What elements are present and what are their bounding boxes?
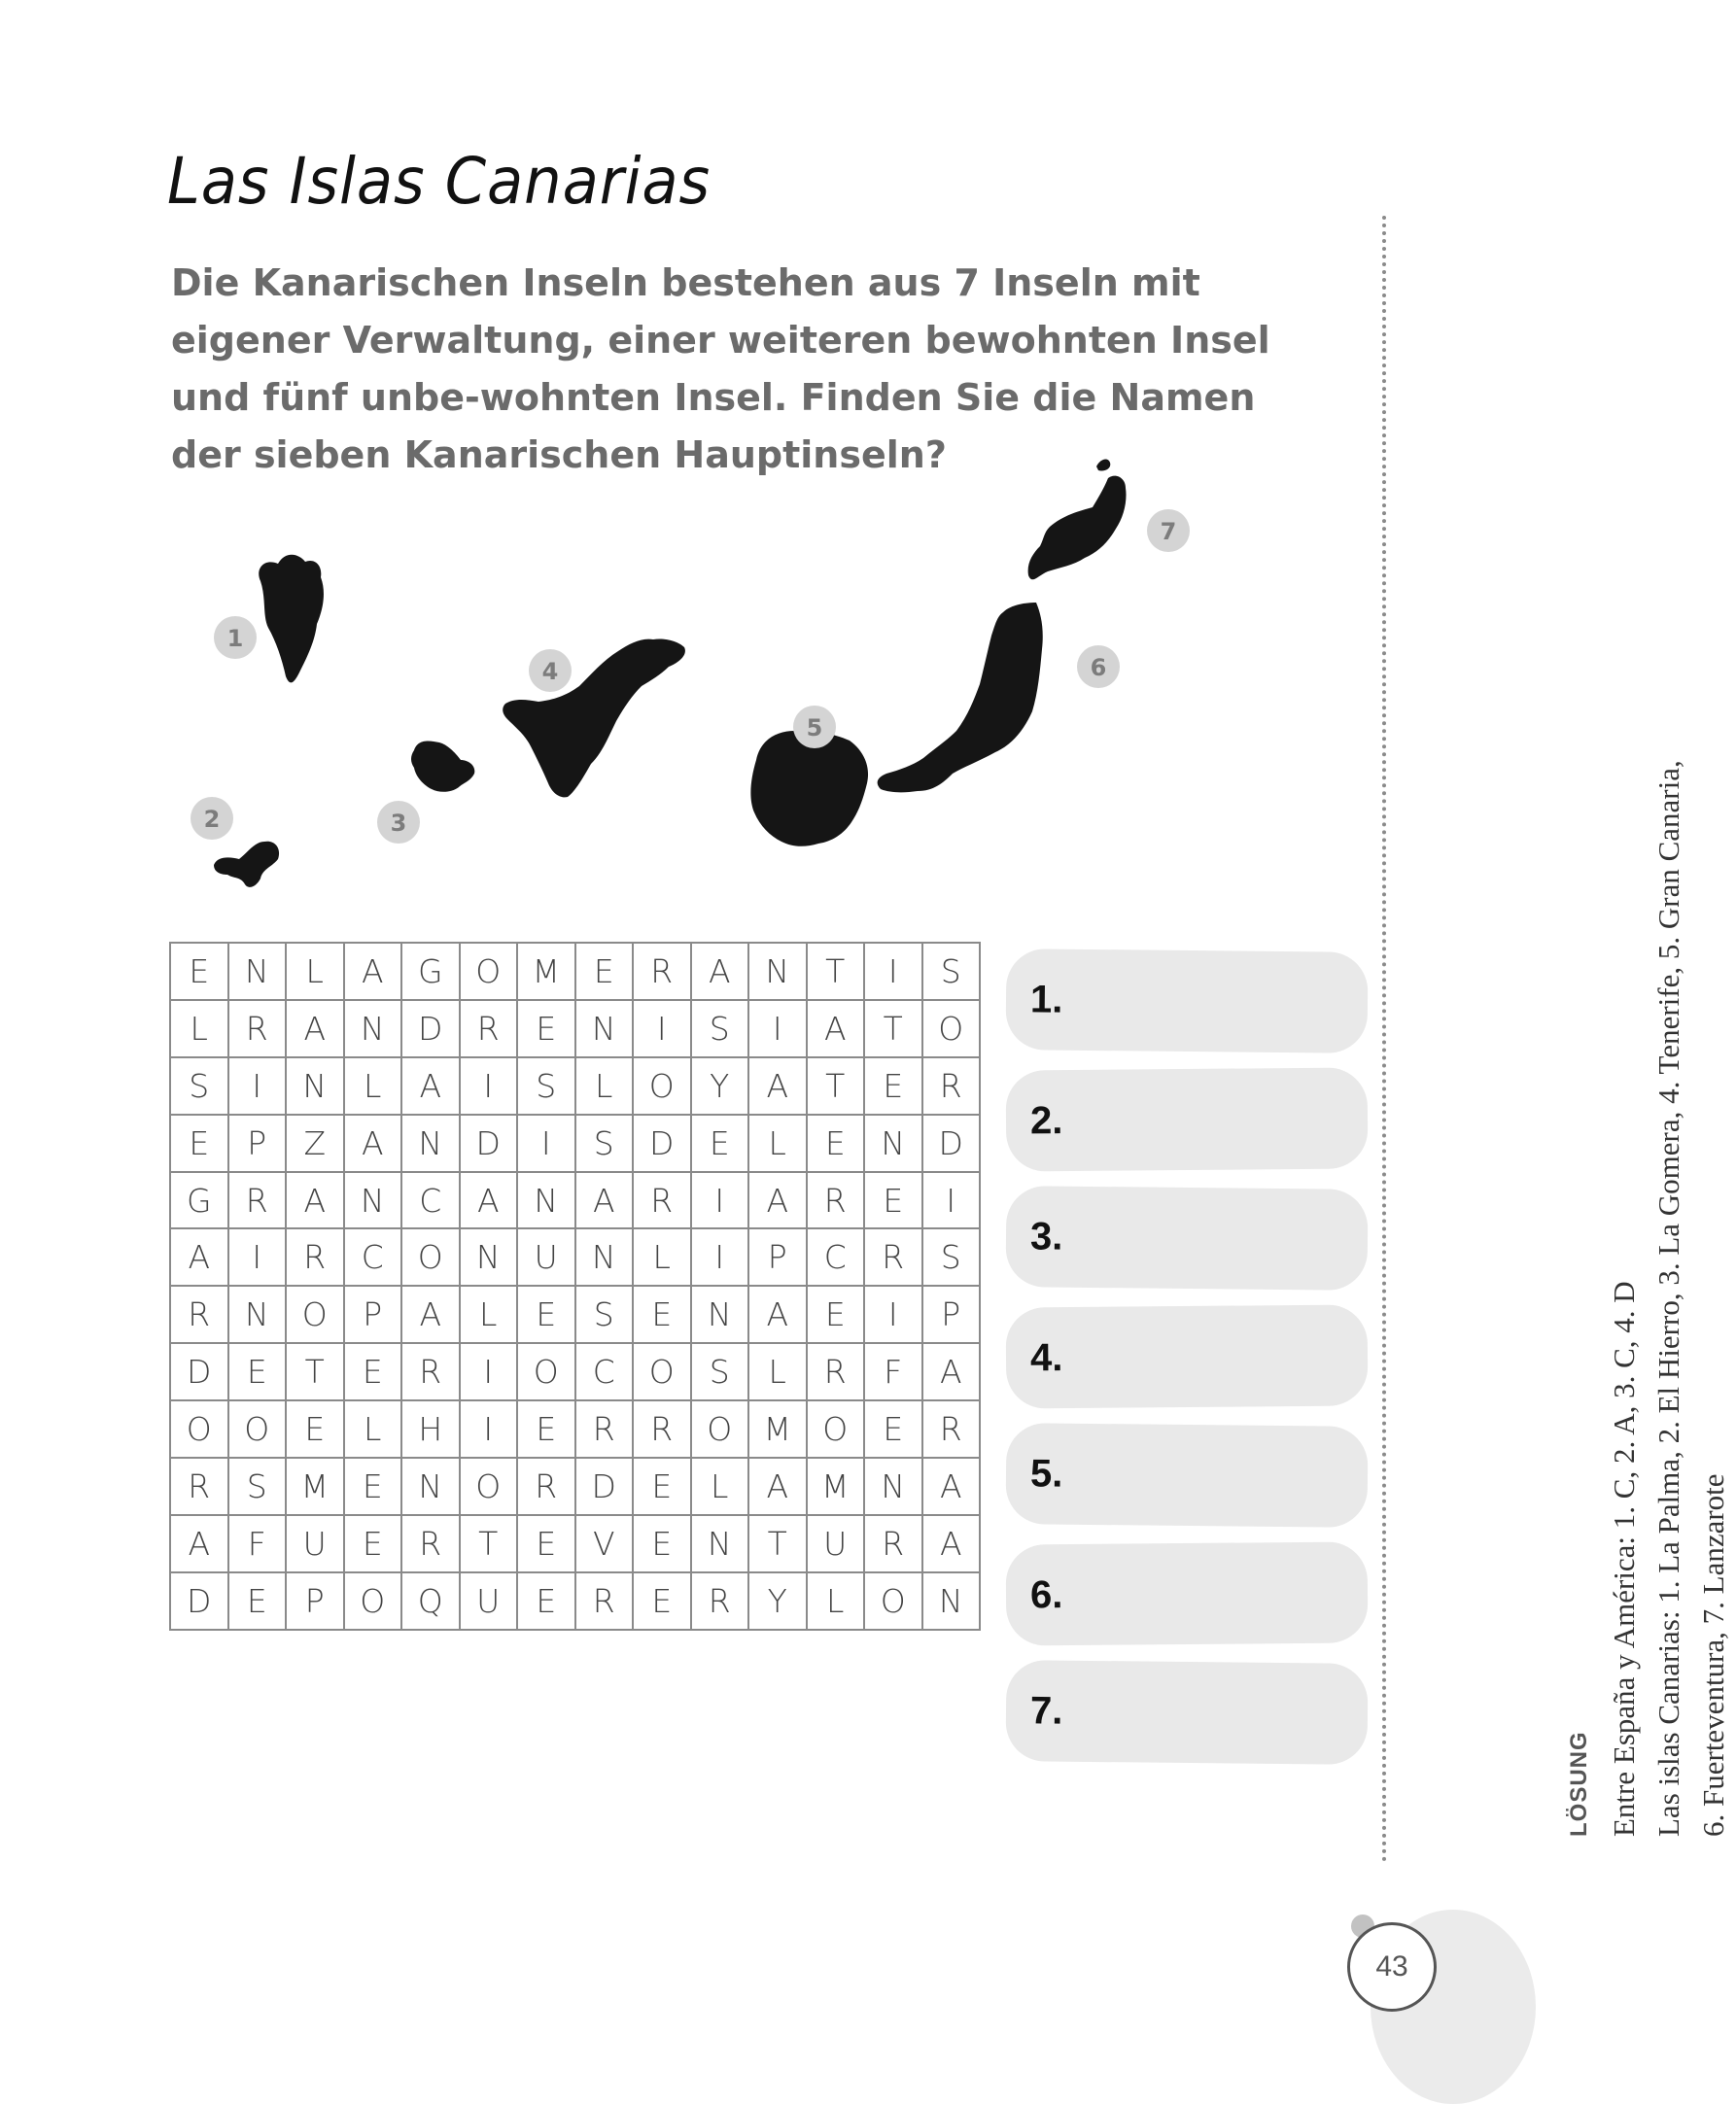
grid-cell[interactable]: R	[518, 1459, 576, 1516]
grid-cell[interactable]: Y	[749, 1573, 808, 1631]
grid-cell[interactable]: R	[808, 1173, 866, 1230]
grid-cell[interactable]: Y	[692, 1058, 750, 1116]
answer-number: 6.	[1029, 1572, 1063, 1616]
answer-field-1[interactable]	[1005, 949, 1368, 1053]
grid-cell[interactable]: R	[634, 944, 692, 1001]
grid-cell[interactable]: T	[808, 1058, 866, 1116]
grid-cell[interactable]: R	[171, 1459, 229, 1516]
grid-cell[interactable]: E	[808, 1116, 866, 1173]
grid-cell[interactable]: O	[461, 944, 519, 1001]
grid-cell[interactable]: O	[229, 1401, 288, 1459]
grid-cell[interactable]: E	[518, 1287, 576, 1344]
grid-cell[interactable]: D	[576, 1459, 635, 1516]
island-gran-canaria	[750, 731, 868, 846]
grid-cell[interactable]: N	[345, 1173, 403, 1230]
grid-cell[interactable]: E	[634, 1516, 692, 1573]
answer-field-3[interactable]	[1005, 1186, 1368, 1291]
grid-cell[interactable]: E	[287, 1401, 345, 1459]
grid-cell[interactable]: T	[749, 1516, 808, 1573]
grid-cell[interactable]: V	[576, 1516, 635, 1573]
grid-cell[interactable]: A	[749, 1459, 808, 1516]
grid-cell[interactable]: U	[808, 1516, 866, 1573]
grid-cell[interactable]: F	[865, 1344, 923, 1401]
grid-cell[interactable]: N	[865, 1116, 923, 1173]
grid-cell[interactable]: M	[518, 944, 576, 1001]
grid-cell[interactable]: D	[171, 1344, 229, 1401]
svg-text:4: 4	[541, 658, 559, 685]
grid-cell[interactable]: H	[402, 1401, 461, 1459]
grid-cell[interactable]: N	[287, 1058, 345, 1116]
grid-cell[interactable]: E	[171, 944, 229, 1001]
grid-cell[interactable]: S	[171, 1058, 229, 1116]
grid-cell[interactable]: N	[865, 1459, 923, 1516]
solution-line-1: Entre España y América: 1. C, 2. A, 3. C, 4. D	[1607, 1281, 1641, 1837]
grid-cell[interactable]: E	[808, 1287, 866, 1344]
grid-cell[interactable]: R	[461, 1001, 519, 1058]
grid-cell[interactable]: N	[518, 1173, 576, 1230]
grid-cell[interactable]: P	[923, 1287, 982, 1344]
grid-cell[interactable]: T	[808, 944, 866, 1001]
page-title: Las Islas Canarias	[167, 144, 712, 219]
grid-cell[interactable]: U	[518, 1229, 576, 1287]
grid-cell[interactable]: N	[345, 1001, 403, 1058]
grid-cell[interactable]: E	[634, 1573, 692, 1631]
grid-cell[interactable]: N	[692, 1516, 750, 1573]
grid-cell[interactable]: R	[865, 1516, 923, 1573]
grid-cell[interactable]: L	[345, 1401, 403, 1459]
grid-cell[interactable]: A	[171, 1516, 229, 1573]
svg-text:3: 3	[390, 810, 407, 837]
grid-cell[interactable]: O	[345, 1573, 403, 1631]
grid-cell[interactable]: L	[634, 1229, 692, 1287]
grid-cell[interactable]: E	[865, 1173, 923, 1230]
grid-cell[interactable]: G	[171, 1173, 229, 1230]
grid-cell[interactable]: P	[229, 1116, 288, 1173]
grid-cell[interactable]: D	[923, 1116, 982, 1173]
grid-cell[interactable]: G	[402, 944, 461, 1001]
grid-cell[interactable]: L	[749, 1344, 808, 1401]
island-el-hierro	[214, 842, 279, 887]
grid-cell[interactable]: I	[229, 1229, 288, 1287]
grid-cell[interactable]: N	[576, 1001, 635, 1058]
grid-cell[interactable]: P	[345, 1287, 403, 1344]
solution-label: LÖSUNG	[1566, 1731, 1592, 1837]
island-lanzarote	[1028, 460, 1127, 580]
grid-cell[interactable]: I	[692, 1229, 750, 1287]
grid-cell[interactable]: N	[402, 1459, 461, 1516]
grid-cell[interactable]: E	[865, 1058, 923, 1116]
island-fuerteventura	[878, 603, 1043, 792]
page-number: 43	[1347, 1922, 1437, 2012]
marker-6	[1077, 645, 1120, 688]
grid-cell[interactable]: E	[518, 1401, 576, 1459]
grid-cell[interactable]: I	[634, 1001, 692, 1058]
grid-cell[interactable]: E	[229, 1344, 288, 1401]
island-la-gomera	[411, 741, 474, 791]
grid-cell[interactable]: R	[287, 1229, 345, 1287]
grid-cell[interactable]: A	[923, 1516, 982, 1573]
marker-3	[377, 801, 420, 844]
dotted-divider	[1382, 216, 1386, 1863]
answer-number: 4.	[1029, 1335, 1063, 1379]
grid-cell[interactable]: E	[634, 1459, 692, 1516]
grid-cell[interactable]: I	[923, 1173, 982, 1230]
grid-cell[interactable]: O	[865, 1573, 923, 1631]
grid-cell[interactable]: L	[345, 1058, 403, 1116]
grid-cell[interactable]: D	[634, 1116, 692, 1173]
grid-cell[interactable]: E	[171, 1116, 229, 1173]
answer-field-5[interactable]	[1005, 1423, 1368, 1528]
grid-cell[interactable]: A	[808, 1001, 866, 1058]
grid-cell[interactable]: N	[229, 1287, 288, 1344]
grid-cell[interactable]: C	[576, 1344, 635, 1401]
grid-cell[interactable]: S	[518, 1058, 576, 1116]
grid-cell[interactable]: M	[808, 1459, 866, 1516]
grid-cell[interactable]: A	[287, 1001, 345, 1058]
grid-cell[interactable]: S	[692, 1001, 750, 1058]
grid-cell[interactable]: A	[692, 944, 750, 1001]
grid-cell[interactable]: O	[171, 1401, 229, 1459]
grid-cell[interactable]: U	[287, 1516, 345, 1573]
grid-cell[interactable]: A	[345, 944, 403, 1001]
grid-cell[interactable]: S	[576, 1287, 635, 1344]
solution-box	[1565, 165, 1736, 1837]
grid-cell[interactable]: P	[287, 1573, 345, 1631]
grid-cell[interactable]: I	[518, 1116, 576, 1173]
grid-cell[interactable]: C	[345, 1229, 403, 1287]
grid-cell[interactable]: A	[171, 1229, 229, 1287]
grid-cell[interactable]: R	[229, 1001, 288, 1058]
grid-cell[interactable]: O	[634, 1058, 692, 1116]
grid-cell[interactable]: R	[634, 1173, 692, 1230]
grid-cell[interactable]: L	[808, 1573, 866, 1631]
answer-number: 7.	[1029, 1688, 1063, 1733]
grid-cell[interactable]: E	[345, 1459, 403, 1516]
grid-cell[interactable]: S	[692, 1344, 750, 1401]
grid-cell[interactable]: R	[229, 1173, 288, 1230]
grid-cell[interactable]: S	[229, 1459, 288, 1516]
grid-cell[interactable]: O	[808, 1401, 866, 1459]
grid-cell[interactable]: S	[576, 1116, 635, 1173]
grid-cell[interactable]: S	[923, 944, 982, 1001]
grid-cell[interactable]: Z	[287, 1116, 345, 1173]
grid-cell[interactable]: R	[171, 1287, 229, 1344]
answer-field-6[interactable]	[1006, 1541, 1369, 1645]
grid-cell[interactable]: A	[402, 1058, 461, 1116]
grid-cell[interactable]: E	[229, 1573, 288, 1631]
grid-cell[interactable]: E	[865, 1401, 923, 1459]
grid-cell[interactable]: L	[576, 1058, 635, 1116]
grid-cell[interactable]: M	[287, 1459, 345, 1516]
marker-1	[214, 616, 257, 659]
marker-4	[529, 649, 572, 692]
solution-line-3: 6. Fuerteventura, 7. Lanzarote	[1696, 1473, 1730, 1837]
grid-cell[interactable]: I	[749, 1001, 808, 1058]
grid-cell[interactable]: A	[287, 1173, 345, 1230]
grid-cell[interactable]: A	[576, 1173, 635, 1230]
grid-cell[interactable]: O	[461, 1459, 519, 1516]
word-search-grid	[169, 942, 981, 1631]
answer-number: 2.	[1029, 1098, 1063, 1142]
grid-cell[interactable]: A	[749, 1287, 808, 1344]
grid-cell[interactable]: R	[402, 1344, 461, 1401]
grid-cell[interactable]: R	[634, 1401, 692, 1459]
grid-cell[interactable]: E	[345, 1516, 403, 1573]
grid-cell[interactable]: D	[402, 1001, 461, 1058]
marker-5	[793, 706, 836, 748]
grid-cell[interactable]: R	[808, 1344, 866, 1401]
grid-cell[interactable]: C	[402, 1173, 461, 1230]
island-tenerife	[503, 638, 685, 797]
grid-cell[interactable]: I	[461, 1344, 519, 1401]
grid-cell[interactable]: L	[692, 1459, 750, 1516]
grid-cell[interactable]: R	[402, 1516, 461, 1573]
svg-text:5: 5	[806, 714, 823, 742]
grid-cell[interactable]: T	[865, 1001, 923, 1058]
answer-field-4[interactable]	[1006, 1304, 1369, 1408]
grid-cell[interactable]: E	[576, 944, 635, 1001]
grid-cell[interactable]: L	[287, 944, 345, 1001]
answer-number: 5.	[1029, 1451, 1063, 1496]
grid-cell[interactable]: I	[865, 944, 923, 1001]
grid-cell[interactable]: E	[518, 1573, 576, 1631]
grid-cell[interactable]: A	[923, 1459, 982, 1516]
grid-cell[interactable]: R	[923, 1058, 982, 1116]
grid-cell[interactable]: I	[461, 1058, 519, 1116]
grid-cell[interactable]: O	[923, 1001, 982, 1058]
grid-cell[interactable]: N	[923, 1573, 982, 1631]
grid-cell[interactable]: R	[576, 1401, 635, 1459]
svg-text:1: 1	[226, 625, 244, 652]
svg-text:7: 7	[1160, 518, 1177, 545]
svg-text:6: 6	[1090, 654, 1107, 681]
grid-cell[interactable]: E	[518, 1516, 576, 1573]
svg-text:2: 2	[203, 806, 221, 833]
grid-cell[interactable]: N	[576, 1229, 635, 1287]
grid-cell[interactable]: N	[461, 1229, 519, 1287]
grid-cell[interactable]: D	[171, 1573, 229, 1631]
island-la-palma	[259, 555, 324, 683]
grid-cell[interactable]: O	[518, 1344, 576, 1401]
grid-cell[interactable]: E	[518, 1001, 576, 1058]
grid-cell[interactable]: C	[808, 1229, 866, 1287]
grid-cell[interactable]: L	[749, 1116, 808, 1173]
grid-cell[interactable]: Q	[402, 1573, 461, 1631]
grid-cell[interactable]: A	[402, 1287, 461, 1344]
solution-line-2: Las islas Canarias: 1. La Palma, 2. El Hierro, 3. La Gomera, 4. Tenerife, 5. Gran Canaria,	[1651, 760, 1685, 1837]
answer-list	[1006, 950, 1368, 1780]
grid-cell[interactable]: I	[865, 1287, 923, 1344]
marker-2	[191, 797, 233, 840]
grid-cell[interactable]: E	[634, 1287, 692, 1344]
grid-cell[interactable]: N	[692, 1287, 750, 1344]
grid-cell[interactable]: R	[692, 1573, 750, 1631]
grid-cell[interactable]: O	[402, 1229, 461, 1287]
grid-cell[interactable]: A	[749, 1058, 808, 1116]
marker-7	[1147, 509, 1190, 552]
grid-cell[interactable]: N	[749, 944, 808, 1001]
grid-cell[interactable]: O	[692, 1401, 750, 1459]
grid-cell[interactable]: A	[345, 1116, 403, 1173]
answer-field-7[interactable]	[1005, 1660, 1368, 1765]
answer-number: 3.	[1029, 1214, 1063, 1259]
grid-cell[interactable]: E	[345, 1344, 403, 1401]
grid-cell[interactable]: A	[923, 1344, 982, 1401]
grid-cell[interactable]: I	[692, 1173, 750, 1230]
grid-cell[interactable]: P	[749, 1229, 808, 1287]
grid-cell[interactable]: E	[692, 1116, 750, 1173]
grid-cell[interactable]: A	[461, 1173, 519, 1230]
grid-cell[interactable]: L	[171, 1001, 229, 1058]
grid-cell[interactable]: R	[576, 1573, 635, 1631]
grid-cell[interactable]: M	[749, 1401, 808, 1459]
grid-cell[interactable]: U	[461, 1573, 519, 1631]
grid-cell[interactable]: R	[923, 1401, 982, 1459]
grid-cell[interactable]: F	[229, 1516, 288, 1573]
grid-cell[interactable]: S	[923, 1229, 982, 1287]
canary-islands-map	[185, 457, 1332, 923]
grid-cell[interactable]: L	[461, 1287, 519, 1344]
grid-cell[interactable]: A	[749, 1173, 808, 1230]
answer-field-2[interactable]	[1006, 1067, 1369, 1171]
grid-cell[interactable]: I	[461, 1401, 519, 1459]
grid-cell[interactable]: I	[229, 1058, 288, 1116]
grid-cell[interactable]: N	[229, 944, 288, 1001]
grid-cell[interactable]: T	[287, 1344, 345, 1401]
intro-text: Die Kanarischen Inseln bestehen aus 7 Inseln mit eigener Verwaltung, einer weiteren bewohnten Insel und fünf unbe-wohnten Insel. Finden Sie die Namen der sieben Kanarischen Hauptinseln?	[171, 261, 1270, 476]
grid-cell[interactable]: T	[461, 1516, 519, 1573]
grid-cell[interactable]: O	[287, 1287, 345, 1344]
answer-number: 1.	[1029, 977, 1063, 1021]
grid-cell[interactable]: N	[402, 1116, 461, 1173]
grid-cell[interactable]: O	[634, 1344, 692, 1401]
grid-cell[interactable]: R	[865, 1229, 923, 1287]
grid-cell[interactable]: D	[461, 1116, 519, 1173]
